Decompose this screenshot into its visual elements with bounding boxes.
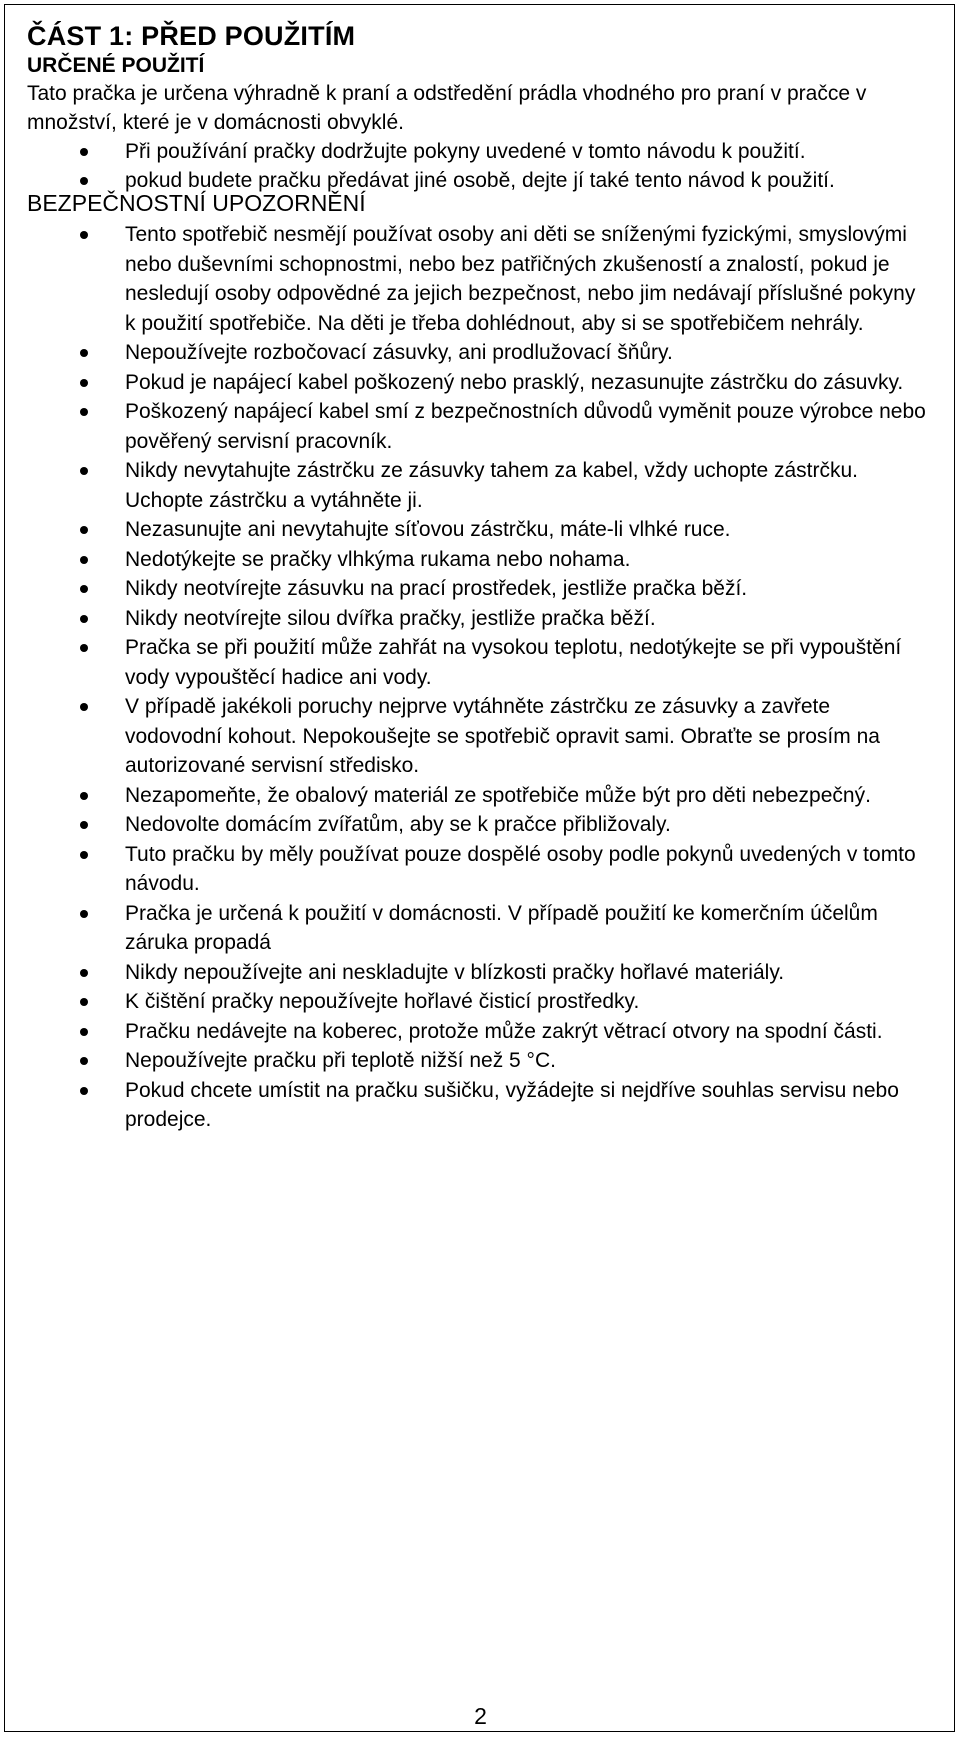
list-item-text: Tento spotřebič nesmějí používat osoby ani děti se sníženými fyzickými, smyslovými nebo duševními schopnostmi, nebo bez patřičných zkušeností a znalostí, pokud je nesledují osoby odpovědné za jejich bezpečnost, nebo jim nedávají příslušné pokyny k použití spotřebiče. Na děti je třeba dohlédnout, aby si se spotřebičem nehrály. bbox=[125, 223, 916, 335]
bullet-icon bbox=[80, 1057, 88, 1065]
list-item-text: Pračku nedávejte na koberec, protože může zakrýt větrací otvory na spodní části. bbox=[125, 1019, 883, 1043]
list-item-text: K čištění pračky nepoužívejte hořlavé čisticí prostředky. bbox=[125, 990, 640, 1013]
bullet-icon bbox=[80, 792, 88, 800]
list-item bbox=[27, 958, 927, 988]
list-item bbox=[27, 338, 927, 368]
list-item bbox=[27, 840, 927, 899]
safety-heading: BEZPEČNOSTNÍ UPOZORNĚNÍ bbox=[27, 190, 366, 216]
list-item-text: Nezasunujte ani nevytahujte síťovou zástrčku, máte-li vlhké ruce. bbox=[125, 518, 731, 541]
document-page bbox=[4, 4, 955, 1732]
bullet-icon bbox=[80, 231, 88, 239]
bullet-icon bbox=[80, 408, 88, 416]
bullet-icon bbox=[80, 703, 88, 711]
bullet-icon bbox=[80, 1028, 88, 1036]
bullet-icon bbox=[80, 910, 88, 918]
list-item bbox=[27, 1076, 927, 1135]
page-number: 2 bbox=[474, 1703, 487, 1729]
bullet-icon bbox=[80, 526, 88, 534]
list-item bbox=[27, 781, 927, 811]
bullet-icon bbox=[80, 998, 88, 1006]
bullet-icon bbox=[80, 379, 88, 387]
page-content bbox=[27, 19, 927, 1135]
list-item bbox=[27, 899, 927, 958]
list-item-text: Nepoužívejte pračku při teplotě nižší než 5 °C. bbox=[125, 1049, 556, 1072]
bullet-icon bbox=[80, 851, 88, 859]
list-item bbox=[27, 692, 927, 781]
list-item-text: Nikdy nepoužívejte ani neskladujte v blízkosti pračky hořlavé materiály. bbox=[125, 960, 785, 984]
list-item bbox=[27, 574, 927, 604]
intended-use-heading: URČENÉ POUŽITÍ bbox=[27, 54, 205, 77]
list-item bbox=[27, 633, 927, 692]
list-item bbox=[27, 397, 927, 456]
list-item bbox=[27, 604, 927, 634]
list-item-text: Pračka se při použití může zahřát na vysokou teplotu, nedotýkejte se při vypouštění vody vypouštěcí hadice ani vody. bbox=[125, 636, 902, 689]
list-item-text: Nedotýkejte se pračky vlhkýma rukama nebo nohama. bbox=[125, 547, 631, 571]
list-item bbox=[27, 220, 927, 338]
bullet-icon bbox=[80, 177, 88, 185]
bullet-icon bbox=[80, 467, 88, 475]
list-item-text: Pokud chcete umístit na pračku sušičku, vyžádejte si nejdříve souhlas servisu nebo prodejce. bbox=[125, 1078, 899, 1131]
intended-use-text: Tato pračka je určena výhradně k praní a odstředění prádla vhodného pro praní v pračce v množství, které je v domácnosti obvyklé. bbox=[27, 82, 867, 134]
bullet-icon bbox=[80, 349, 88, 357]
bullet-icon bbox=[80, 821, 88, 829]
list-item-text: Nepoužívejte rozbočovací zásuvky, ani prodlužovací šňůry. bbox=[125, 341, 673, 364]
list-item bbox=[27, 987, 927, 1017]
list-item-text: Při používání pračky dodržujte pokyny uvedené v tomto návodu k použití. bbox=[125, 140, 806, 163]
list-item bbox=[27, 137, 927, 166]
bullet-icon bbox=[80, 148, 88, 156]
list-item-text: V případě jakékoli poruchy nejprve vytáhněte zástrčku ze zásuvky a zavřete vodovodní kohout. Nepokoušejte se spotřebič opravit sami. Obraťte se prosím na autorizované servisní středisko. bbox=[125, 695, 880, 777]
list-item bbox=[27, 166, 927, 195]
list-item bbox=[27, 456, 927, 515]
list-item bbox=[27, 515, 927, 545]
list-item-text: Tuto pračku by měly používat pouze dospělé osoby podle pokynů uvedených v tomto návodu. bbox=[125, 842, 916, 895]
list-item bbox=[27, 1017, 927, 1047]
list-item-text: Nezapomeňte, že obalový materiál ze spotřebiče může být pro děti nebezpečný. bbox=[125, 783, 871, 807]
page-title: ČÁST 1: PŘED POUŽITÍM bbox=[27, 21, 356, 51]
bullet-icon bbox=[80, 615, 88, 623]
intended-use-list bbox=[27, 137, 927, 195]
list-item bbox=[27, 1046, 927, 1076]
list-item-text: Nikdy neotvírejte silou dvířka pračky, jestliže pračka běží. bbox=[125, 606, 656, 630]
list-item-text: Nedovolte domácím zvířatům, aby se k pračce přibližovaly. bbox=[125, 813, 671, 836]
list-item bbox=[27, 545, 927, 575]
bullet-icon bbox=[80, 969, 88, 977]
list-item-text: Poškozený napájecí kabel smí z bezpečnostních důvodů vyměnit pouze výrobce nebo pověřený servisní pracovník. bbox=[125, 400, 926, 453]
bullet-icon bbox=[80, 556, 88, 564]
list-item-text: Nikdy neotvírejte zásuvku na prací prostředek, jestliže pračka běží. bbox=[125, 577, 748, 600]
list-item-text: Nikdy nevytahujte zástrčku ze zásuvky tahem za kabel, vždy uchopte zástrčku. Uchopte zástrčku a vytáhněte ji. bbox=[125, 459, 859, 512]
bullet-icon bbox=[80, 1087, 88, 1095]
list-item-text: Pokud je napájecí kabel poškozený nebo prasklý, nezasunujte zástrčku do zásuvky. bbox=[125, 370, 904, 394]
list-item bbox=[27, 368, 927, 398]
list-item-text: pokud budete pračku předávat jiné osobě, dejte jí také tento návod k použití. bbox=[125, 169, 835, 192]
safety-list bbox=[27, 220, 927, 1135]
list-item bbox=[27, 810, 927, 840]
bullet-icon bbox=[80, 644, 88, 652]
bullet-icon bbox=[80, 585, 88, 593]
list-item-text: Pračka je určená k použití v domácnosti. V případě použití ke komerčním účelům záruka propadá bbox=[125, 901, 878, 954]
